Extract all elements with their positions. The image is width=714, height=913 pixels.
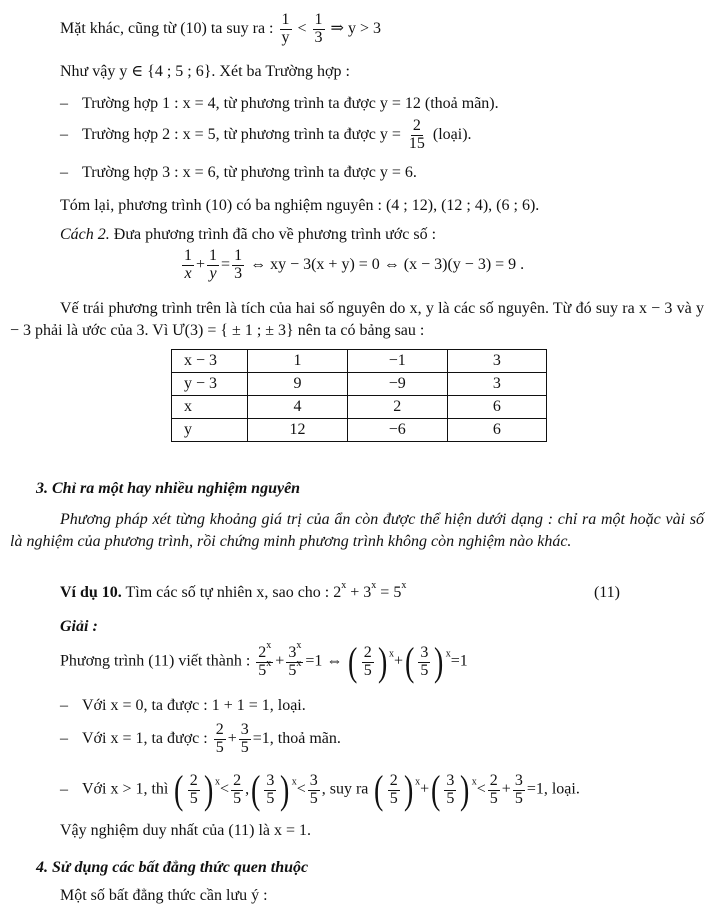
table-row: y − 3 9 −9 3 — [172, 373, 547, 396]
table-row: x 4 2 6 — [172, 396, 547, 419]
paragraph-method: Phương pháp xét từng khoảng giá trị của ẩn còn được thể hiện dưới dạng : chỉ ra một hoặc vài số là nghiệm của phương trình, rồi chứng minh phương trình không còn nghiệm nào khác. — [10, 511, 704, 550]
paragraph-explanation: Vế trái phương trình trên là tích của hai số nguyên do x, y là các số nguyên. Từ đó suy ra x − 3 và y − 3 phải là ước của 3. Vì Ư(3) = { ± 1 ; ± 3} nên ta có bảng sau : — [10, 300, 704, 339]
line-y-set: Như vậy y ∈ {4 ; 5 ; 6}. Xét ba Trường hợp : — [60, 63, 350, 80]
fraction-1-3: $\frac{1}{3}$ — [314, 11, 323, 46]
section-heading-4: 4. Sử dụng các bất đẳng thức quen thuộc — [36, 859, 309, 876]
example-10: Ví dụ 10. Tìm các số tự nhiên x, sao cho : 2$^x$ + 3$^x$ = 5$^x$ (11) — [60, 580, 620, 601]
summary: Tóm lại, phương trình (10) có ba nghiệm nguyên : (4 ; 12), (12 ; 4), (6 ; 6). — [60, 197, 540, 214]
equation-uoc-so: $\frac{1}{x}$ + $\frac{1}{y}$ = $\frac{1}{3}$ ⇔ xy − 3(x + y) = 0 ⇔ (x − 3)(y − 3) = 9 . — [184, 247, 525, 282]
fraction-1-y: $\frac{1}{y}$ — [281, 11, 290, 46]
table-row: x − 3 1 −1 3 — [172, 350, 547, 373]
last-line: Một số bất đẳng thức cần lưu ý : — [60, 887, 268, 904]
line-suy-ra-y: Mặt khác, cũng từ (10) ta suy ra : $\frac{1}{y}$ < $\frac{1}{3}$ ⇒ y > 3 — [60, 11, 381, 46]
case-x-0: – Với x = 0, ta được : 1 + 1 = 1, loại. — [60, 697, 306, 714]
case-3: – Trường hợp 3 : x = 6, từ phương trình ta được y = 6. — [60, 164, 417, 181]
case-2: – Trường hợp 2 : x = 5, từ phương trình ta được y = $\frac{2}{15}$ (loại). — [60, 117, 472, 152]
cach-2: Cách 2. Đưa phương trình đã cho về phương trình ước số : — [60, 226, 437, 243]
case-x-1: – Với x = 1, ta được : $\frac{2}{5}$ + $\frac{3}{5}$ =1, thoả mãn. — [60, 721, 341, 756]
text: Mặt khác, cũng từ (10) ta suy ra : — [60, 19, 274, 37]
equation-11-rewritten: Phương trình (11) viết thành : $\frac{2^x}{5^x}$ + $\frac{3^x}{5^x}$ =1 ⇔ ( $\frac{2}{5}$ ) $^x$+ ( $\frac{3}{5}$ ) $^x$=1 — [60, 639, 468, 684]
giai-label: Giải : — [60, 618, 98, 635]
case-x-greater-1: – Với x > 1, thì ( $\frac{2}{5}$ ) $^x$< $\frac{2}{5}$ , ( $\frac{3}{5}$ ) $^x$< $\frac{3}{5}$ , suy ra ( $\frac{2}{5}$ ) $^x$+ ( $\frac{3}{5}$ ) $^x$< $\frac{2}{5}$ + $\frac{3}{5}$ =1, loại. — [60, 767, 580, 812]
conclusion: Vậy nghiệm duy nhất của (11) là x = 1. — [60, 822, 312, 839]
table-row: y 12 −6 6 — [172, 419, 547, 442]
case-1: – Trường hợp 1 : x = 4, từ phương trình ta được y = 12 (thoả mãn). — [60, 95, 499, 112]
divisor-table — [171, 349, 547, 442]
section-heading-3: 3. Chỉ ra một hay nhiều nghiệm nguyên — [36, 480, 301, 497]
fraction-2-15: $\frac{2}{15}$ — [408, 117, 425, 152]
